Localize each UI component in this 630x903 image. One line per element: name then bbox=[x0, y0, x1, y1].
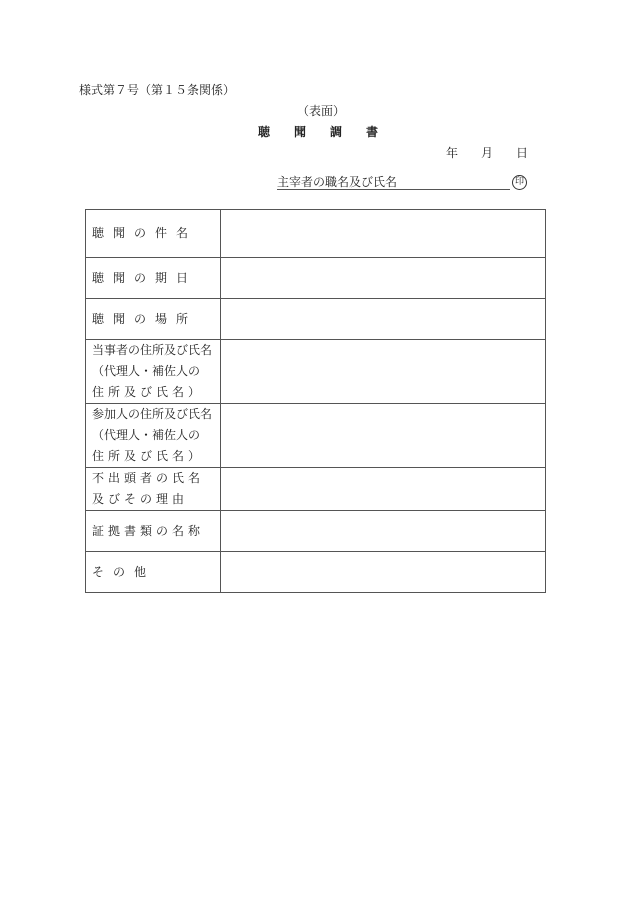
row-label-line: 証拠書類の名称 bbox=[92, 523, 205, 538]
hearing-record-table bbox=[85, 209, 546, 593]
row-label-line: その他 bbox=[92, 564, 156, 579]
table-row bbox=[86, 404, 546, 468]
table-row bbox=[86, 299, 546, 340]
row-label bbox=[86, 340, 221, 404]
row-value-cell[interactable] bbox=[221, 340, 546, 404]
row-label-line: 聴聞の件名 bbox=[92, 226, 198, 240]
row-label-line: 当事者の住所及び氏名 bbox=[92, 343, 213, 357]
side-label: （表面） bbox=[297, 104, 346, 118]
row-value-cell[interactable] bbox=[221, 552, 546, 593]
row-label-line: （代理人・補佐人の bbox=[92, 428, 201, 442]
presider-signature-line bbox=[277, 175, 510, 190]
row-label bbox=[86, 299, 221, 340]
row-value-cell[interactable] bbox=[221, 258, 546, 299]
table-row bbox=[86, 552, 546, 593]
row-label-line: 及びその理由 bbox=[92, 492, 189, 506]
row-label bbox=[86, 552, 221, 593]
row-label-line: 聴聞の場所 bbox=[92, 311, 198, 326]
table-row bbox=[86, 258, 546, 299]
title-char: 書 bbox=[365, 125, 378, 139]
row-label bbox=[86, 210, 221, 258]
row-label-line: 住所及び氏名） bbox=[92, 449, 205, 463]
row-label bbox=[86, 404, 221, 468]
row-value-cell[interactable] bbox=[221, 468, 546, 511]
row-value-cell[interactable] bbox=[221, 299, 546, 340]
row-label-line: 聴聞の期日 bbox=[92, 270, 198, 285]
row-value-cell[interactable] bbox=[221, 404, 546, 468]
form-number: 様式第７号（第１５条関係） bbox=[79, 83, 236, 97]
table-row bbox=[86, 511, 546, 552]
date-month: 月 bbox=[480, 146, 493, 160]
row-label bbox=[86, 258, 221, 299]
title-char: 調 bbox=[329, 125, 342, 139]
row-label-line: 参加人の住所及び氏名 bbox=[92, 407, 213, 421]
document-title bbox=[258, 123, 378, 140]
presider-label: 主宰者の職名及び氏名 bbox=[277, 175, 398, 189]
row-value-cell[interactable] bbox=[221, 511, 546, 552]
date-year: 年 bbox=[446, 146, 459, 160]
row-value-cell[interactable] bbox=[221, 210, 546, 258]
table-row bbox=[86, 468, 546, 511]
date-day: 日 bbox=[515, 146, 528, 160]
row-label-line: 不出頭者の氏名 bbox=[92, 471, 205, 485]
table-row bbox=[86, 340, 546, 404]
row-label-line: 住所及び氏名） bbox=[92, 385, 205, 399]
date-line bbox=[446, 144, 528, 161]
table-row bbox=[86, 210, 546, 258]
row-label bbox=[86, 468, 221, 511]
title-char: 聴 bbox=[258, 125, 271, 139]
row-label bbox=[86, 511, 221, 552]
row-label-line: （代理人・補佐人の bbox=[92, 364, 201, 378]
seal-mark: 印 bbox=[512, 175, 527, 190]
title-char: 聞 bbox=[293, 125, 306, 139]
